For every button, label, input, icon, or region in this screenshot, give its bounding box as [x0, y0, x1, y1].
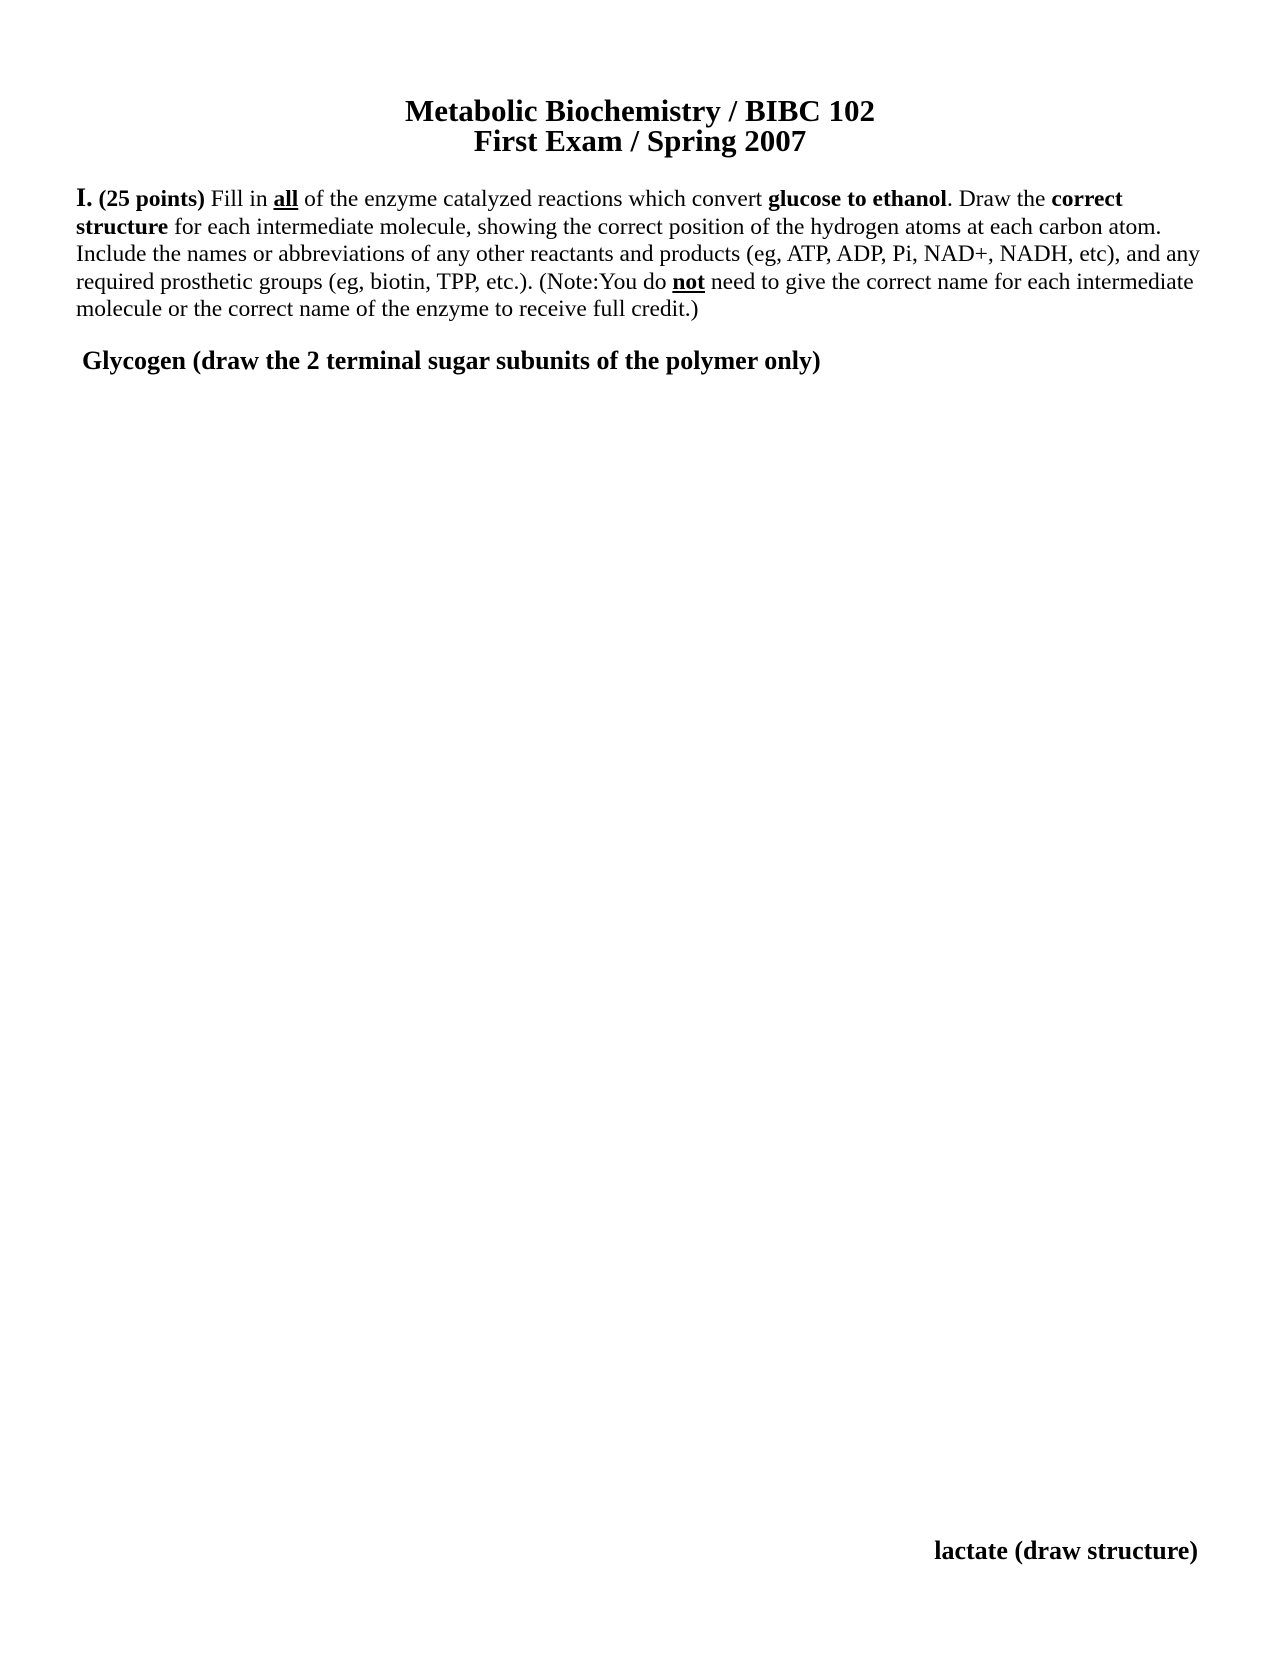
- question-1-prompt: [76, 184, 1206, 324]
- emphasis-not: not: [672, 268, 706, 295]
- emphasis-correct-structure: correct structure: [76, 186, 1123, 240]
- course-title: Metabolic Biochemistry / BIBC 102: [404, 93, 876, 128]
- glycogen-label: Glycogen (draw the 2 terminal sugar subunits of the polymer only): [82, 346, 821, 375]
- answer-drawing-area[interactable]: [76, 390, 1206, 1530]
- question-points: (25 points): [98, 186, 205, 212]
- exam-header: [0, 93, 1280, 158]
- prompt-text-1: Fill in: [204, 186, 274, 212]
- lactate-label: lactate (draw structure): [934, 1536, 1198, 1565]
- question-number: I.: [76, 183, 93, 212]
- emphasis-glucose-to-ethanol: glucose to ethanol: [768, 186, 947, 212]
- emphasis-all: all: [273, 186, 299, 212]
- prompt-text-2: of the enzyme catalyzed reactions which convert: [298, 186, 769, 212]
- prompt-text-3: . Draw the: [946, 186, 1052, 212]
- exam-title: First Exam / Spring 2007: [473, 123, 807, 158]
- prompt-text-4: for each intermediate molecule, showing the correct position of the hydrogen atoms at each carbon atom. Include the names or abbreviations of any other reactants and products (eg, ATP, ADP, Pi, NAD+, NADH, etc), and any required prosthetic groups (eg, biotin, TPP, etc.). (Note:You do: [76, 213, 1201, 295]
- prompt-text-5: need to give the correct name for each intermediate molecule or the correct name of the enzyme to receive full credit.): [76, 268, 1194, 322]
